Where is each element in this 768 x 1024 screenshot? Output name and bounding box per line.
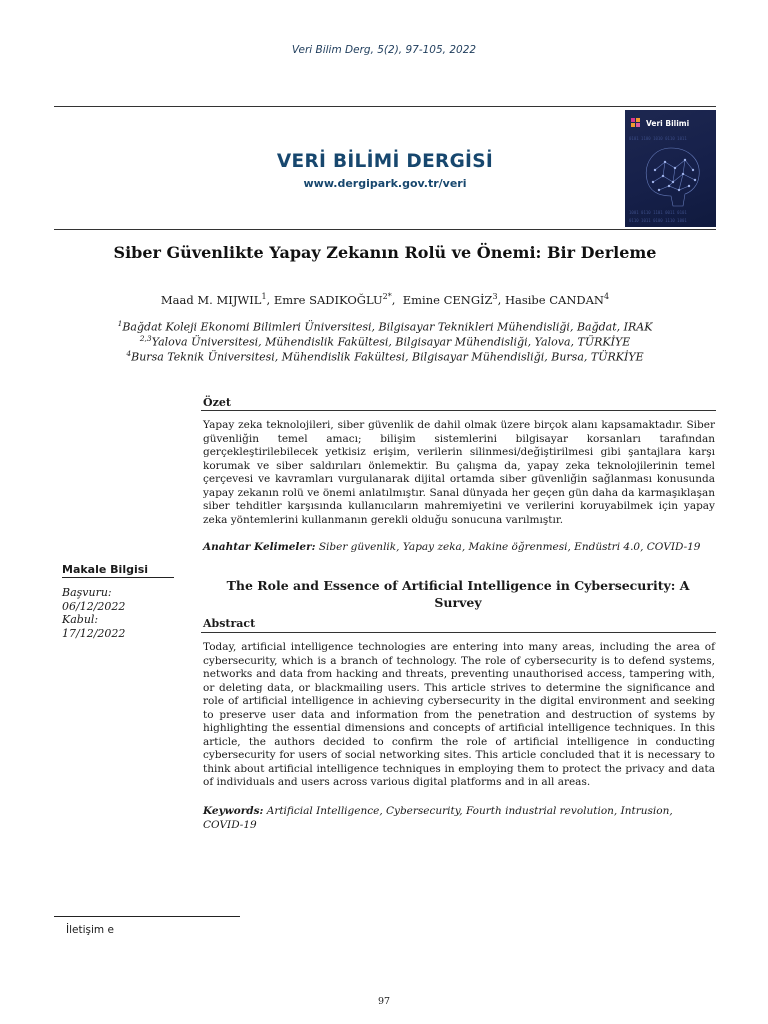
abstract-rule — [201, 632, 716, 633]
keywords-label: Keywords: — [203, 805, 264, 817]
ozet-text: Yapay zeka teknolojileri, siber güvenlik de dahil olmak üzere birçok alanı kapsamaktadır. Siber güvenliğin temel amacı; bilişim sistemlerini bilgisayar korsanları tarafından gerçekleştirilebilecek yetkisiz erişim, verilerin silinmesi/değiştirilmesi gibi şantajlara karşı korumak ve siber saldırıları önlemektir. Bu çalışma da, yapay zeka teknolojilerinin temel çerçevesi ve kavramları vurgulanarak dijital ortamda siber güvenliğin sağlanması konusunda yapay zekanın rolü ve önemi anlatılmıştır. Sanal dünyada her geçen gün daha da karmaşıklaşan siber tehditler karşısında kullanıcıların mahremiyetini ve verilerini koruyabilmek için yapay zeka yöntemlerini kullanmanın gerekli olduğu sonucuna varılmıştır. — [203, 419, 715, 526]
accepted-date: 17/12/2022 — [62, 627, 126, 640]
journal-name: VERİ BİLİMİ DERGİSİ — [276, 151, 494, 172]
header-bottom-rule — [54, 229, 716, 230]
author-name: Hasibe CANDAN — [504, 292, 604, 307]
journal-url[interactable]: www.dergipark.gov.tr/veri — [303, 177, 467, 190]
author-name: Maad M. MIJWIL — [160, 292, 262, 307]
author-sup: 2* — [382, 292, 392, 301]
keywords-label: Anahtar Kelimeler: — [203, 541, 316, 553]
abstract-text: Today, artificial intelligence technologies are entering into many areas, including the area of cybersecurity, which is a branch of technology. The role of cybersecurity is to defend systems, networks and data from hacking and threats, preventing unauthorised access, tampering with, or deleting data, or blackmailing users. This article strives to determine the significance and role of artificial intelligence in achieving cybersecurity in the digital environment and seeking to preserve user data and information from the penetration and destruction of systems by highlighting the essential dimensions and concepts of artificial intelligence techniques. In this article, the authors decided to confirm the role of artificial intelligence in conducting cybersecurity for users of social networking sites. This article concluded that it is necessary to think about artificial intelligence techniques in employing them to protect the privacy and data of individuals and users across various digital platforms and in all areas. — [203, 641, 715, 788]
journal-cover-image — [625, 110, 716, 227]
author-sup: 1 — [261, 292, 267, 301]
cover-logo-text: Veri Bilimi — [646, 119, 690, 128]
author-name: Emre SADIKOĞLU — [273, 292, 383, 307]
author-sup: 3 — [492, 292, 498, 301]
english-title: The Role and Essence of Artificial Intelligence in Cybersecurity: A Survey — [226, 578, 690, 610]
affiliation-text: Bağdat Koleji Ekonomi Bilimleri Üniversitesi, Bilgisayar Teknikleri Mühendisliği, Bağdat, IRAK — [122, 320, 653, 334]
paper-title: Siber Güvenlikte Yapay Zekanın Rolü ve Önemi: Bir Derleme — [113, 243, 657, 262]
affiliation-text: Bursa Teknik Üniversitesi, Mühendislik Fakültesi, Bilgisayar Mühendisliği, Bursa, TÜRKİYE — [131, 350, 644, 364]
footnote-rule — [54, 916, 240, 917]
author-name: Emine CENGİZ — [402, 292, 493, 307]
svg-text:1001 0110 1101 0011 0101: 1001 0110 1101 0011 0101 — [629, 210, 687, 215]
affiliation — [54, 319, 716, 334]
ozet-keywords — [203, 541, 715, 553]
page-number: 97 — [377, 996, 391, 1007]
ozet-heading: Özet — [203, 396, 231, 409]
header-top-rule — [54, 106, 716, 107]
author-sup: 4 — [604, 292, 610, 301]
affiliation-sup: 4 — [126, 349, 132, 358]
english-keywords — [203, 805, 715, 832]
article-info-rule — [62, 577, 174, 578]
keywords-text: Artificial Intelligence, Cybersecurity, Fourth industrial revolution, Intrusion, COVID-19 — [203, 805, 673, 831]
ozet-rule — [201, 410, 716, 411]
affiliation — [54, 349, 716, 364]
article-info-title: Makale Bilgisi — [62, 563, 149, 576]
affiliation — [54, 334, 716, 349]
svg-text:0101 1100 1010 0110 1011: 0101 1100 1010 0110 1011 — [629, 136, 687, 141]
running-head: Veri Bilim Derg, 5(2), 97-105, 2022 — [291, 44, 477, 56]
received-date: 06/12/2022 — [62, 600, 126, 613]
svg-text:0110 1011 0100 1110 1001: 0110 1011 0100 1110 1001 — [629, 218, 687, 223]
affiliation-text: Yalova Üniversitesi, Mühendislik Fakültesi, Bilgisayar Mühendisliği, Yalova, TÜRKİYE — [151, 335, 631, 349]
author-list: Maad M. MIJWIL$^1$, Emre $SADIKOĞLU^{2*}$, Emine CENGİZ$^3$, Hasibe CANDAN$^4$ — [160, 292, 610, 307]
abstract-heading: Abstract — [203, 617, 256, 630]
affiliation-sup: 1 — [117, 319, 123, 328]
keywords-text: Siber güvenlik, Yapay zeka, Makine öğrenmesi, Endüstri 4.0, COVID-19 — [318, 541, 701, 553]
footnote: İletişim e — [66, 924, 114, 936]
accepted-label: Kabul: — [62, 613, 99, 626]
received-label: Başvuru: — [62, 586, 112, 599]
affiliation-sup: 2,3 — [139, 334, 152, 343]
